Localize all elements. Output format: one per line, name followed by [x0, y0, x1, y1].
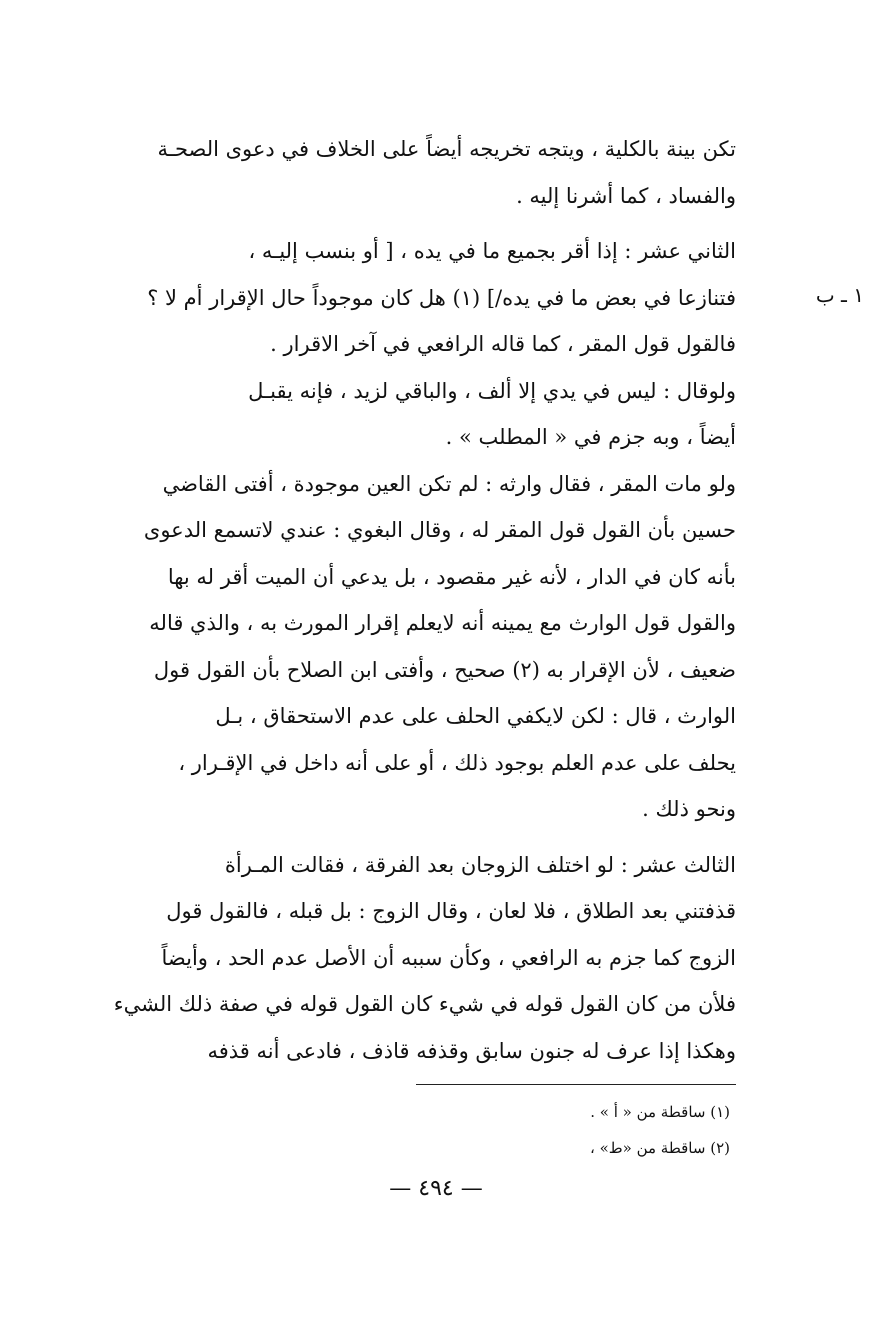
- text-line: حسين بأن القول قول المقر له ، وقال البغوي : عندي لاتسمع الدعوى: [143, 518, 736, 542]
- text-line: ضعيف ، لأن الإقرار به (٢) صحيح ، وأفتى ابن الصلاح بأن القول قول: [153, 657, 736, 682]
- paragraph: [86, 228, 736, 368]
- text-line: الثاني عشر : إذا أقر بجميع ما في يده ، [ أو بنسب إليـه ،: [248, 239, 736, 263]
- text-line: ونحو ذلك .: [642, 797, 736, 821]
- text-line: فلأن من كان القول قوله في شيء كان القول قوله في صفة ذلك الشيء: [113, 992, 736, 1016]
- text-line: ولوقال : ليس في يدي إلا ألف ، والباقي لزيد ، فإنه يقبـل: [248, 378, 736, 403]
- text-line: تكن بينة بالكلية ، ويتجه تخريجه أيضاً على الخلاف في دعوى الصحـة: [157, 137, 736, 161]
- text-line: بأنه كان في الدار ، لأنه غير مقصود ، بل يدعي أن الميت أقر له بها: [167, 564, 736, 589]
- text-line: قذفتني بعد الطلاق ، فلا لعان ، وقال الزوج : بل قبله ، فالقول قول: [166, 899, 736, 923]
- text-line: وهكذا إذا عرف له جنون سابق وقذفه قاذف ، فادعى أنه قذفه: [207, 1038, 736, 1063]
- text-line: الوارث ، قال : لكن لايكفي الحلف على عدم الاستحقاق ، بـل: [215, 704, 736, 728]
- text-line: والفساد ، كما أشرنا إليه .: [516, 183, 736, 208]
- main-text: [86, 126, 736, 1074]
- paragraph: [86, 842, 736, 1075]
- footnote: (٢) ساقطة من «ط» ،: [589, 1139, 730, 1157]
- paragraph: [86, 461, 736, 833]
- text-line: الثالث عشر : لو اختلف الزوجان بعد الفرقة ، فقالت المـرأة: [224, 852, 736, 877]
- footnotes: [416, 1094, 736, 1166]
- text-line: أيضاً ، وبه جزم في « المطلب » .: [445, 425, 736, 449]
- text-line: والقول قول الوارث مع يمينه أنه لايعلم إقرار المورث به ، والذي قاله: [149, 611, 736, 635]
- footnote: (١) ساقطة من « أ » .: [590, 1103, 730, 1121]
- text-line: الزوج كما جزم به الرافعي ، وكأن سببه أن الأصل عدم الحد ، وأيضاً: [161, 945, 736, 970]
- text-line: فالقول قول المقر ، كما قاله الرافعي في آخر الاقرار .: [270, 332, 736, 356]
- margin-note: ١ ـ ب: [815, 283, 864, 307]
- text-line: ولو مات المقر ، فقال وارثه : لم تكن العين موجودة ، أفتى القاضي: [162, 471, 736, 496]
- paragraph: [86, 126, 736, 219]
- page-number: — ٤٩٤ —: [389, 1176, 483, 1201]
- footnote-divider: [416, 1084, 736, 1085]
- text-line: فتنازعا في بعض ما في يده/] (١) هل كان موجوداً حال الإقرار أم لا ؟: [147, 285, 736, 310]
- text-line: يحلف على عدم العلم بوجود ذلك ، أو على أنه داخل في الإقـرار ،: [178, 750, 736, 775]
- paragraph: [86, 368, 736, 461]
